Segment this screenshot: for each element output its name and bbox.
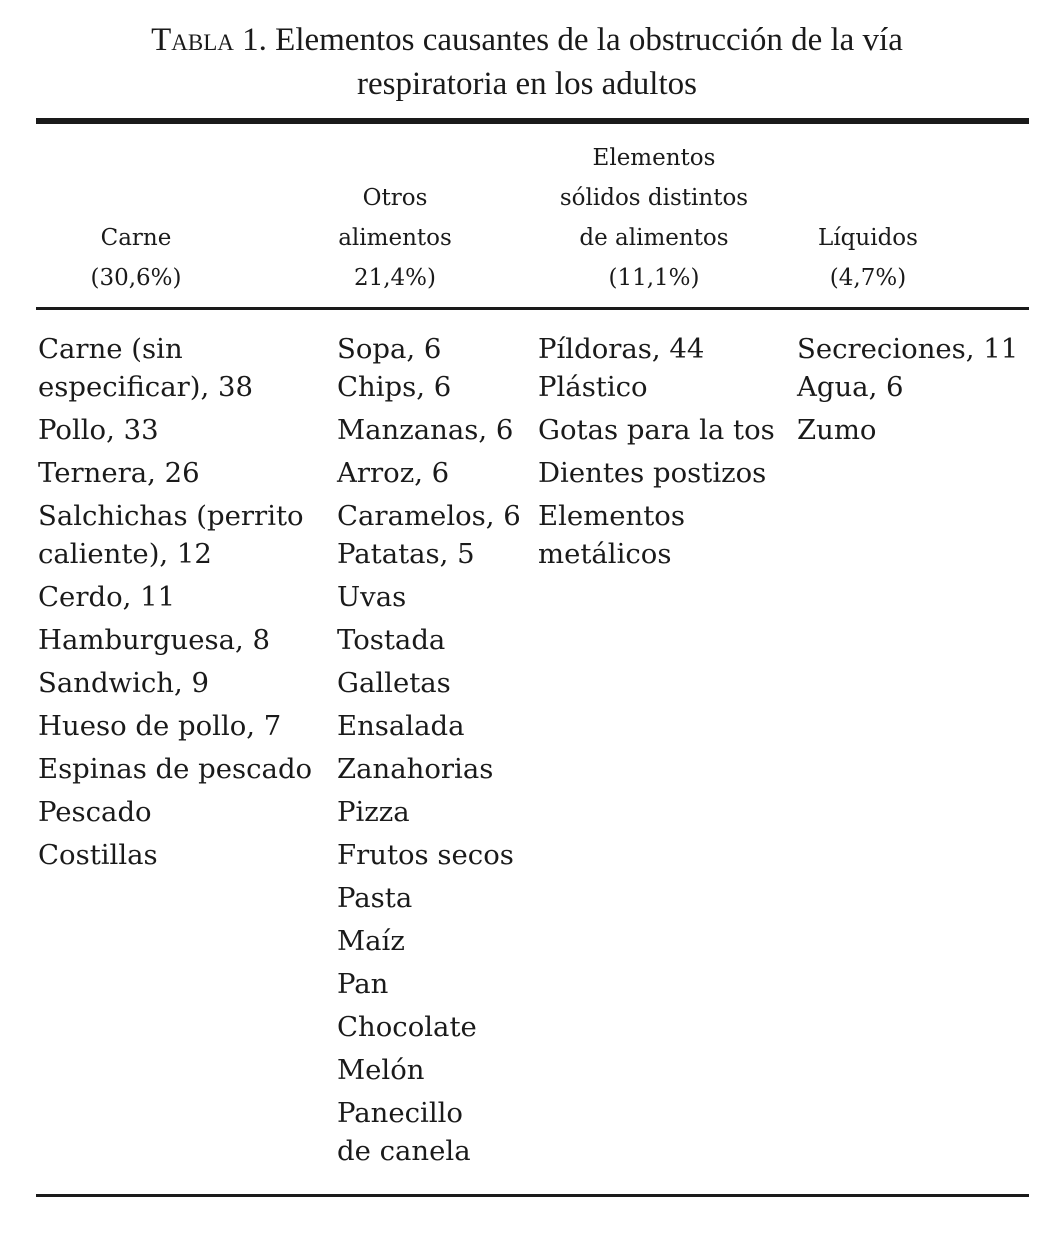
item-line: Espinas de pescado	[38, 753, 313, 785]
header-line: alimentos	[338, 225, 452, 251]
column-carne	[38, 330, 312, 879]
item-line: Ternera, 26	[38, 457, 200, 489]
list-item	[337, 454, 521, 492]
header-line: Otros	[362, 185, 428, 211]
list-item	[538, 411, 775, 449]
item-line: Salchichas (perrito	[38, 500, 304, 532]
list-item	[538, 497, 775, 573]
list-item	[337, 922, 521, 960]
list-item	[38, 664, 312, 702]
list-item	[337, 707, 521, 745]
header-line: Líquidos	[818, 225, 918, 251]
list-item	[337, 664, 521, 702]
item-line: Sandwich, 9	[38, 667, 209, 699]
item-line: Sopa, 6	[337, 333, 442, 365]
item-line: Píldoras, 44	[538, 333, 705, 365]
list-item	[337, 330, 521, 406]
table-label: Tabla 1.	[151, 22, 267, 58]
list-item	[38, 497, 312, 573]
header-carne	[36, 218, 236, 298]
caption-line-1	[0, 18, 1054, 62]
top-rule	[36, 118, 1029, 124]
item-line: de canela	[337, 1135, 471, 1167]
item-line: Frutos secos	[337, 839, 514, 871]
header-line: (11,1%)	[608, 265, 700, 291]
header-otros-alimentos	[300, 178, 490, 298]
item-line: Hamburguesa, 8	[38, 624, 270, 656]
bottom-rule	[36, 1194, 1029, 1197]
item-line: Ensalada	[337, 710, 465, 742]
caption-title-line-1: Elementos causantes de la obstrucción de la vía	[275, 22, 903, 58]
list-item	[337, 750, 521, 788]
list-item	[337, 879, 521, 917]
item-line: Caramelos, 6	[337, 500, 521, 532]
list-item	[337, 578, 521, 616]
item-line: Uvas	[337, 581, 407, 613]
item-line: Pizza	[337, 796, 410, 828]
item-line: Arroz, 6	[337, 457, 450, 489]
column-liquidos	[797, 330, 1018, 454]
column-otros-alimentos	[337, 330, 521, 1175]
header-line: Carne	[100, 225, 172, 251]
item-line: Patatas, 5	[337, 538, 475, 570]
header-line: (4,7%)	[829, 265, 907, 291]
list-item	[38, 411, 312, 449]
item-line: Panecillo	[337, 1097, 463, 1129]
header-rule	[36, 307, 1029, 310]
list-item	[337, 497, 521, 573]
list-item	[38, 836, 312, 874]
list-item	[38, 621, 312, 659]
header-line: de alimentos	[579, 225, 729, 251]
item-line: Tostada	[337, 624, 446, 656]
list-item	[797, 330, 1018, 406]
item-line: Pasta	[337, 882, 413, 914]
list-item	[337, 411, 521, 449]
item-line: Manzanas, 6	[337, 414, 514, 446]
item-line: Gotas para la tos	[538, 414, 775, 446]
list-item	[38, 330, 312, 406]
item-line: Elementos	[538, 500, 685, 532]
header-line: 21,4%)	[353, 265, 437, 291]
header-line: Elementos	[592, 145, 716, 171]
list-item	[337, 1008, 521, 1046]
list-item	[337, 1051, 521, 1089]
item-line: metálicos	[538, 538, 672, 570]
header-liquidos	[788, 218, 948, 298]
item-line: caliente), 12	[38, 538, 212, 570]
list-item	[38, 707, 312, 745]
list-item	[337, 1094, 521, 1170]
item-line: Dientes postizos	[538, 457, 767, 489]
item-line: Carne (sin	[38, 333, 183, 365]
list-item	[38, 454, 312, 492]
item-line: Chocolate	[337, 1011, 477, 1043]
list-item	[538, 330, 775, 406]
caption-title-line-2: respiratoria en los adultos	[357, 66, 697, 102]
header-line: (30,6%)	[90, 265, 182, 291]
item-line: Plástico	[538, 371, 648, 403]
item-line: Galletas	[337, 667, 451, 699]
item-line: Pan	[337, 968, 389, 1000]
list-item	[337, 793, 521, 831]
list-item	[337, 836, 521, 874]
list-item	[38, 750, 312, 788]
header-elementos-solidos	[524, 138, 784, 298]
item-line: especificar), 38	[38, 371, 253, 403]
item-line: Pescado	[38, 796, 152, 828]
item-line: Hueso de pollo, 7	[38, 710, 282, 742]
list-item	[38, 793, 312, 831]
list-item	[337, 621, 521, 659]
list-item	[797, 411, 1018, 449]
item-line: Maíz	[337, 925, 405, 957]
list-item	[38, 578, 312, 616]
table-caption	[0, 18, 1054, 106]
item-line: Melón	[337, 1054, 425, 1086]
item-line: Agua, 6	[797, 371, 904, 403]
item-line: Zumo	[797, 414, 877, 446]
header-line: sólidos distintos	[559, 185, 749, 211]
item-line: Zanahorias	[337, 753, 494, 785]
item-line: Pollo, 33	[38, 414, 159, 446]
list-item	[337, 965, 521, 1003]
list-item	[538, 454, 775, 492]
item-line: Chips, 6	[337, 371, 452, 403]
column-elementos-solidos	[538, 330, 775, 578]
item-line: Secreciones, 11	[797, 333, 1019, 365]
item-line: Costillas	[38, 839, 158, 871]
item-line: Cerdo, 11	[38, 581, 176, 613]
